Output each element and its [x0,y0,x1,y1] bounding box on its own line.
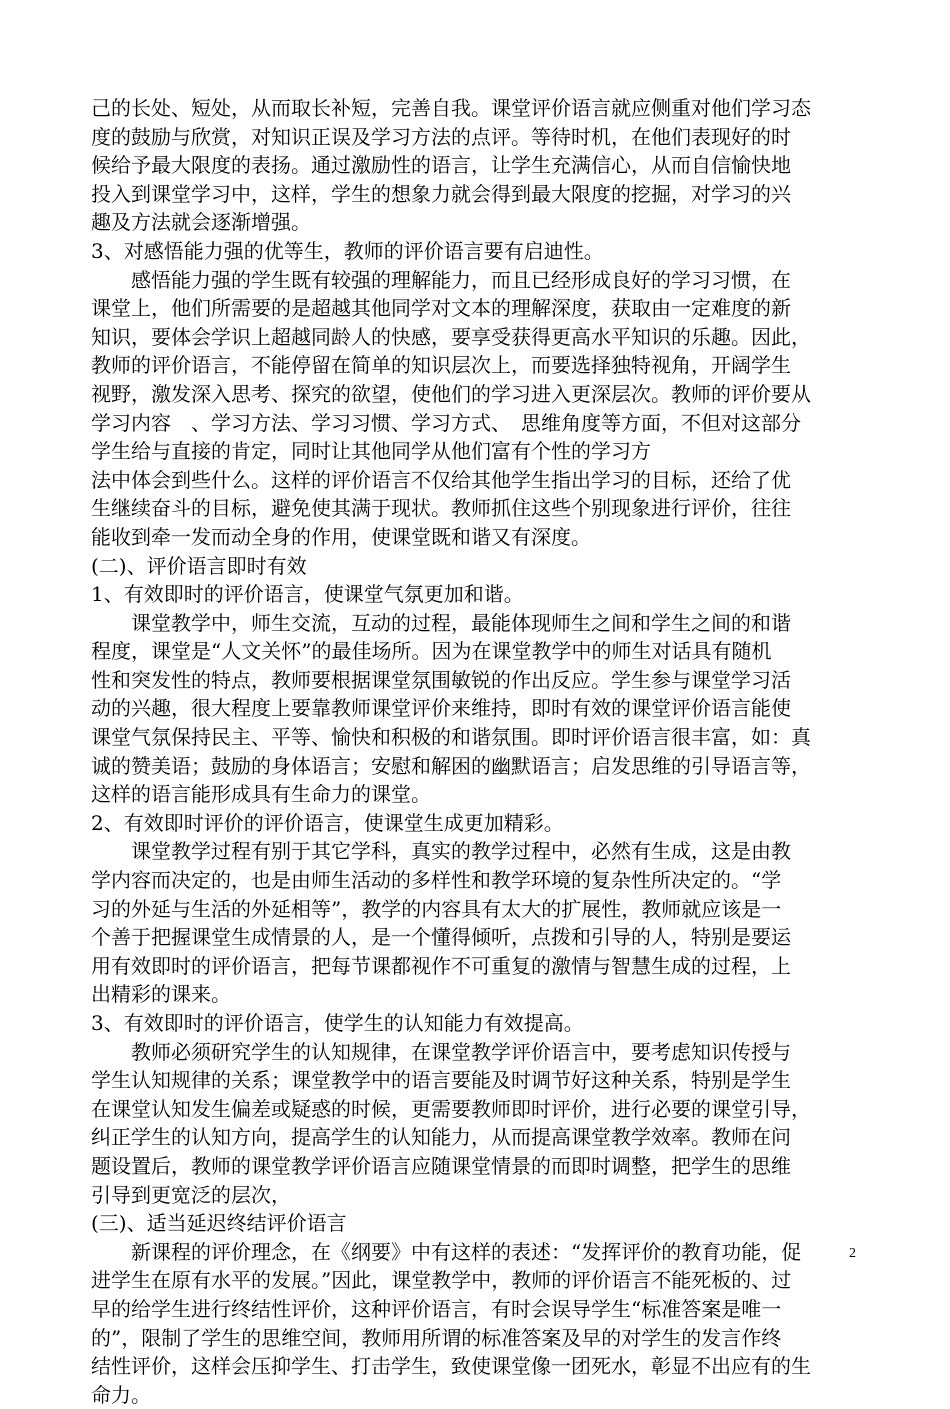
text-line: 学习内容 、学习方法、学习习惯、学习方式、 思维角度等方面，不但对这部分 [91,410,801,435]
text-line: 课堂气氛保持民主、平等、愉快和积极的和谐氛围。即时评价语言很丰富，如：真 [91,725,811,750]
text-line: 度的鼓励与欣赏，对知识正误及学习方法的点评。等待时机，在他们表现好的时 [91,124,791,149]
paragraph-first-line: 新课程的评价理念，在《纲要》中有这样的表述：“发挥评价的教育功能，促 [131,1239,802,1264]
text-line: 命力。 [91,1382,151,1407]
paragraph-first-line: 感悟能力强的学生既有较强的理解能力，而且已经形成良好的学习习惯，在 [131,267,791,292]
text-line: 的”，限制了学生的思维空间，教师用所谓的标准答案及早的对学生的发言作终 [91,1325,782,1350]
text-line: 纠正学生的认知方向，提高学生的认知能力，从而提高课堂教学效率。教师在问 [91,1125,791,1150]
page-number: 2 [849,1246,856,1261]
text-line: 题设置后，教师的课堂教学评价语言应随课堂情景的而即时调整，把学生的思维 [91,1153,791,1178]
paragraph-first-line: 课堂教学中，师生交流，互动的过程，最能体现师生之间和学生之间的和谐 [131,610,791,635]
text-line: 己的长处、短处，从而取长补短，完善自我。课堂评价语言就应侧重对他们学习态 [91,96,811,120]
text-line: 早的给学生进行终结性评价，这种评价语言，有时会误导学生“标准答案是唯一 [91,1296,782,1321]
text-line: 课堂上，他们所需要的是超越其他同学对文本的理解深度，获取由一定难度的新 [91,296,791,321]
text-line: 引导到更宽泛的层次， [91,1182,291,1207]
text-line: 动的兴趣，很大程度上要靠教师课堂评价来维持，即时有效的课堂评价语言能使 [91,696,791,721]
text-line: 在课堂认知发生偏差或疑惑的时候，更需要教师即时评价，进行必要的课堂引导， [91,1096,811,1121]
text-line: 教师的评价语言，不能停留在简单的知识层次上，而要选择独特视角，开阔学生 [91,353,791,378]
text-line: 知识，要体会学识上超越同龄人的快感，要享受获得更高水平知识的乐趣。因此， [91,324,811,349]
text-line: 生继续奋斗的目标，避免使其满于现状。教师抓住这些个别现象进行评价，往往 [91,496,791,521]
section-heading: (二)、评价语言即时有效 [91,553,307,578]
text-line: 学生认知规律的关系；课堂教学中的语言要能及时调节好这种关系，特别是学生 [91,1068,791,1093]
text-line: 个善于把握课堂生成情景的人，是一个懂得倾听，点拨和引导的人，特别是要运 [91,925,791,950]
paragraph-first-line: 课堂教学过程有别于其它学科，真实的教学过程中，必然有生成，这是由教 [131,839,791,864]
text-line: 投入到课堂学习中，这样，学生的想象力就会得到最大限度的挖掘，对学习的兴 [91,181,791,206]
document-body [91,94,871,1409]
subsection-heading: 2、有效即时评价的评价语言，使课堂生成更加精彩。 [91,810,564,835]
text-line: 趣及方法就会逐渐增强。 [91,210,311,235]
text-line: 用有效即时的评价语言，把每节课都视作不可重复的激情与智慧生成的过程，上 [91,953,791,978]
text-line: 程度，课堂是“人文关怀”的最佳场所。因为在课堂教学中的师生对话具有随机 [91,639,772,664]
text-line: 诚的赞美语；鼓励的身体语言；安慰和解困的幽默语言；启发思维的引导语言等， [91,753,811,778]
text-line: 习的外延与生活的外延相等”，教学的内容具有太大的扩展性，教师就应该是一 [91,896,782,921]
text-line: 学内容而决定的，也是由师生活动的多样性和教学环境的复杂性所决定的。“学 [91,868,782,893]
subsection-heading: 1、有效即时的评价语言，使课堂气氛更加和谐。 [91,582,524,607]
paragraph-first-line: 教师必须研究学生的认知规律，在课堂教学评价语言中，要考虑知识传授与 [131,1039,791,1064]
text-line: 能收到牵一发而动全身的作用，使课堂既和谐又有深度。 [91,524,591,549]
text-line: 候给予最大限度的表扬。通过激励性的语言，让学生充满信心，从而自信愉快地 [91,153,791,178]
text-line: 这样的语言能形成具有生命力的课堂。 [91,782,431,807]
text-line: 出精彩的课来。 [91,982,231,1007]
text-line: 进学生在原有水平的发展。”因此，课堂教学中，教师的评价语言不能死板的、过 [91,1268,792,1293]
text-line: 结性评价，这样会压抑学生、打击学生，致使课堂像一团死水，彰显不出应有的生 [91,1354,811,1379]
section-heading: 3、对感悟能力强的优等生，教师的评价语言要有启迪性。 [91,238,604,263]
text-line: 学生给与直接的肯定，同时让其他同学从他们富有个性的学习方 [91,439,651,464]
text-line: 视野，激发深入思考、探究的欲望，使他们的学习进入更深层次。教师的评价要从 [91,381,811,406]
text-line: 性和突发性的特点，教师要根据课堂氛围敏锐的作出反应。学生参与课堂学习活 [91,667,791,692]
subsection-heading: 3、有效即时的评价语言，使学生的认知能力有效提高。 [91,1011,584,1035]
text-line: 法中体会到些什么。这样的评价语言不仅给其他学生指出学习的目标，还给了优 [91,467,791,492]
section-heading: (三)、适当延迟终结评价语言 [91,1211,347,1236]
